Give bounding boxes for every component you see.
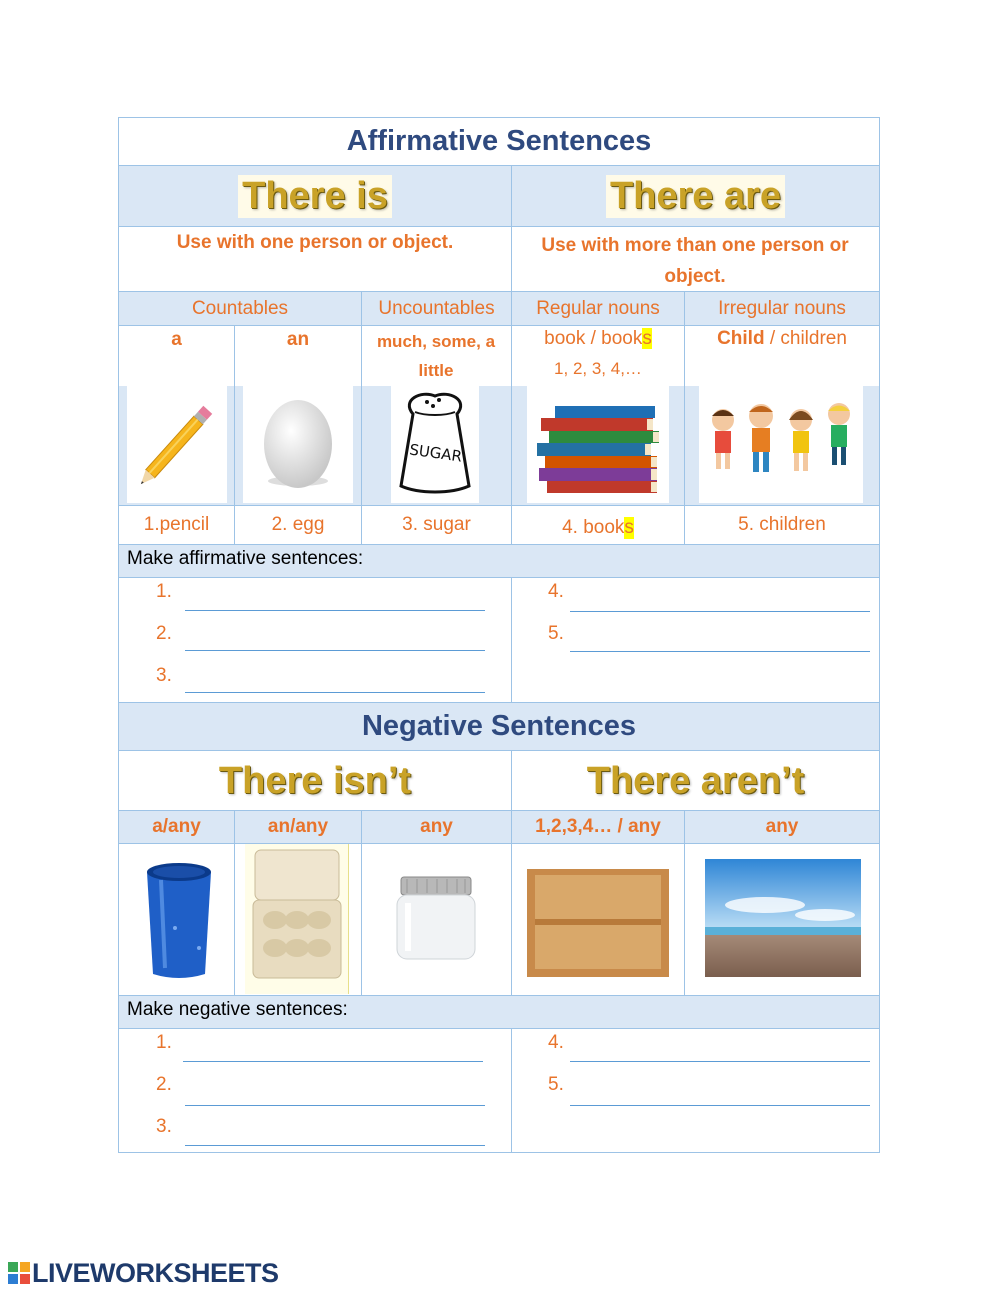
regular-example: book / books xyxy=(544,328,652,349)
affirmative-answer-line-5[interactable] xyxy=(570,651,870,652)
pen-holder-image xyxy=(139,858,219,988)
neg-label-any-irregular: any xyxy=(765,816,799,837)
children-icon xyxy=(699,386,863,503)
affirmative-title: Affirmative Sentences xyxy=(346,125,652,157)
worksheet: Affirmative Sentences There is There are Use with one person or object. Use with more than one person or object. Countables Uncountables Regular nouns Irregular nouns a an much, some, a little book / books 1, 2, 3, 4,… Child / children SUGAR 1.pencil 2. egg 3. sugar 4. book s 5. children Make affirmative sentences: 1. 2. 3. 4. 5. Negative Sentences There isn’t There aren’t a/any an/any any 1,2,3,4… / any any Make negative sentences: 1. 2. 3. 4. 5. xyxy=(118,117,880,1153)
books-stack-icon xyxy=(527,386,669,503)
there-isnt-heading: There isn’t xyxy=(218,759,412,802)
empty-jar-icon xyxy=(387,873,485,968)
neg-label-a-any: a/any xyxy=(152,816,201,837)
caption-children: 5. children xyxy=(738,514,826,535)
empty-shelf-icon xyxy=(525,867,671,979)
irregular-example: Child / children xyxy=(717,328,847,349)
shelf-image xyxy=(525,867,671,979)
egg-icon xyxy=(243,386,353,503)
negative-answer-line-2[interactable] xyxy=(185,1105,485,1106)
egg-carton-image xyxy=(245,844,349,994)
affirmative-answer-line-2[interactable] xyxy=(185,650,485,651)
header-countables: Countables xyxy=(191,297,289,319)
affirmative-answer-line-1[interactable] xyxy=(185,610,485,611)
neg-label-numbers-any: 1,2,3,4… / any xyxy=(535,816,661,837)
affirmative-answer-line-4[interactable] xyxy=(570,611,870,612)
caption-pencil: 1.pencil xyxy=(143,514,210,535)
there-is-heading: There is xyxy=(238,175,392,218)
pencil-icon xyxy=(127,386,227,503)
sugar-bag-icon xyxy=(391,386,479,503)
brand-name: LIVEWORKSHEETS xyxy=(32,1257,279,1288)
article-a: a xyxy=(171,329,182,350)
there-are-heading: There are xyxy=(606,175,785,218)
pencil-image xyxy=(127,386,227,503)
caption-egg: 2. egg xyxy=(271,514,325,535)
there-arent-heading: There aren’t xyxy=(586,759,805,802)
negative-answer-line-1[interactable] xyxy=(183,1061,483,1062)
negative-title: Negative Sentences xyxy=(361,710,636,742)
header-uncountables: Uncountables xyxy=(378,297,495,319)
neg-label-an-any: an/any xyxy=(267,816,329,837)
seaside-deck-image xyxy=(705,859,861,977)
use-one-text: Use with one person or object. xyxy=(176,232,454,253)
svg-text:SUGAR: SUGAR xyxy=(408,440,464,466)
liveworksheets-logo xyxy=(8,1258,279,1288)
affirmative-answer-line-3[interactable] xyxy=(185,692,485,693)
logo-grid-icon xyxy=(8,1262,30,1284)
make-negative-label: Make negative sentences: xyxy=(127,999,348,1020)
negative-answer-line-4[interactable] xyxy=(570,1061,870,1062)
caption-books: 4. book s xyxy=(562,517,634,538)
egg-carton-icon xyxy=(245,844,349,994)
books-image xyxy=(527,386,669,503)
header-irregular-nouns: Irregular nouns xyxy=(718,297,846,319)
make-affirmative-label: Make affirmative sentences: xyxy=(127,548,364,569)
egg-image xyxy=(243,386,353,503)
article-an: an xyxy=(286,329,310,350)
header-regular-nouns: Regular nouns xyxy=(536,297,660,319)
negative-answer-line-5[interactable] xyxy=(570,1105,870,1106)
jar-image xyxy=(387,873,485,968)
caption-sugar: 3. sugar xyxy=(402,514,471,535)
pen-holder-icon xyxy=(139,858,219,988)
sugar-image xyxy=(391,386,479,503)
empty-deck-icon xyxy=(705,859,861,977)
uncountable-quantifiers: much, some, a little xyxy=(376,332,496,380)
regular-numbers: 1, 2, 3, 4,… xyxy=(554,359,642,378)
children-image xyxy=(699,386,863,503)
use-more-text: Use with more than one person or object. xyxy=(541,235,849,287)
neg-label-any-uncount: any xyxy=(420,816,453,837)
negative-answer-line-3[interactable] xyxy=(185,1145,485,1146)
